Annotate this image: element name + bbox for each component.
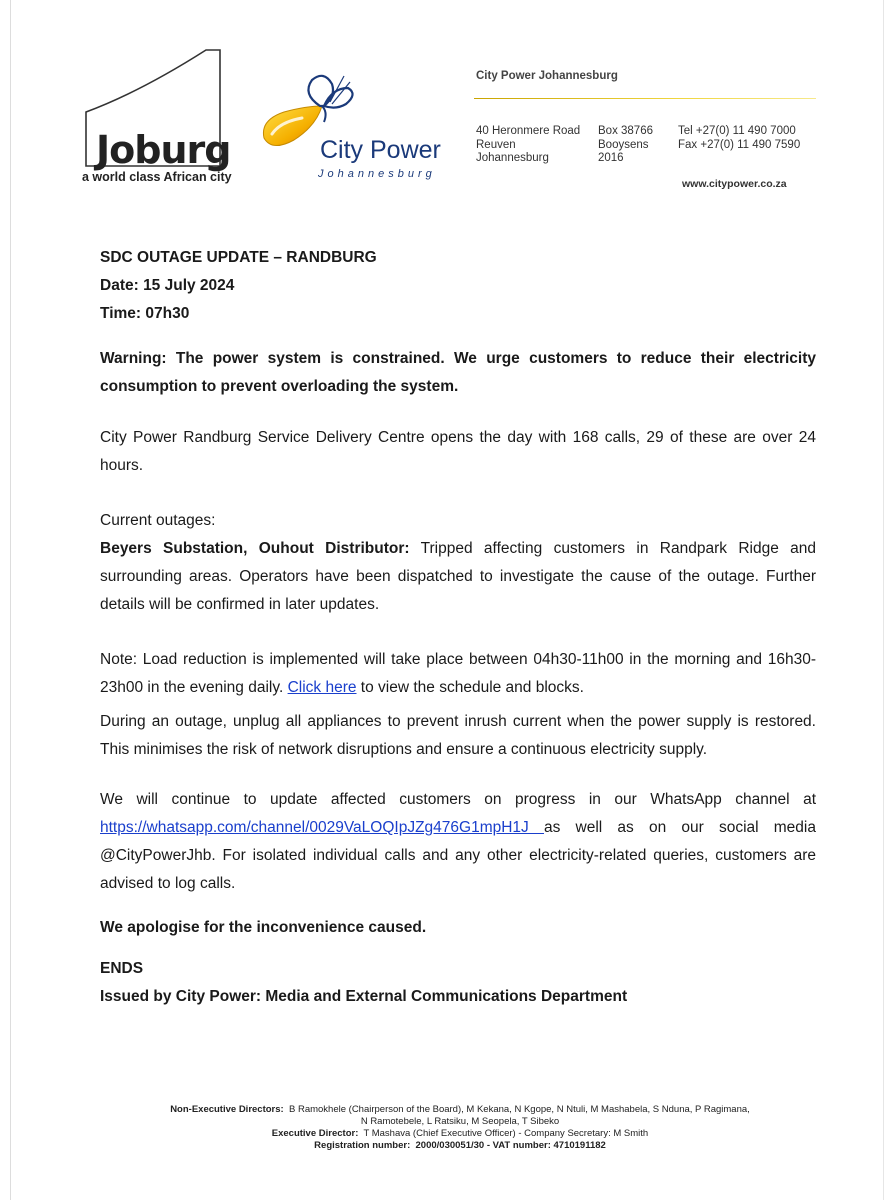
website-link[interactable]: www.citypower.co.za bbox=[682, 178, 787, 190]
header-rule bbox=[474, 98, 816, 99]
postal-line: Box 38766 bbox=[598, 125, 653, 137]
page-edge-left bbox=[10, 0, 11, 1200]
warning-paragraph: Warning: The power system is constrained. We urge customers to reduce their electricity consumption to prevent overloading the system. bbox=[100, 350, 816, 395]
footer-line bbox=[100, 1128, 820, 1140]
document-title: SDC OUTAGE UPDATE – RANDBURG bbox=[100, 249, 377, 266]
whatsapp-text-end: as well as on our social media @CityPowerJhb. For isolated individual calls and any other electricity-related queries, customers are advised to log calls. bbox=[100, 819, 816, 892]
reg-label: Registration number: bbox=[314, 1140, 411, 1151]
ends-text: ENDS bbox=[100, 960, 144, 977]
outage-paragraph bbox=[100, 535, 816, 619]
vat-value: 4710191182 bbox=[553, 1140, 606, 1151]
ned-label: Non-Executive Directors: bbox=[170, 1104, 284, 1115]
outage-location: Beyers Substation, Ouhout Distributor: bbox=[100, 540, 410, 557]
footer-line bbox=[100, 1140, 820, 1152]
footer-directors bbox=[100, 1104, 820, 1152]
exec-value: T Mashava (Chief Executive Officer) - Company Secretary: M Smith bbox=[363, 1128, 649, 1139]
citypower-wordmark: City Power bbox=[320, 136, 441, 164]
postal-address bbox=[598, 125, 653, 166]
note-text: Note: Load reduction is implemented will take place between 04h30-11h00 in the morning and 16h30-23h00 in the evening daily. bbox=[100, 651, 816, 696]
ned-line2: N Ramotebele, L Ratsiku, M Seopela, T Sibeko bbox=[360, 1116, 560, 1127]
street-address bbox=[476, 125, 580, 166]
address-line: Reuven bbox=[476, 138, 516, 151]
document-time: Time: 07h30 bbox=[100, 305, 190, 322]
telephone: Tel +27(0) 11 490 7000 bbox=[678, 125, 796, 137]
apology-text: We apologise for the inconvenience caused. bbox=[100, 919, 427, 936]
joburg-tagline: a world class African city bbox=[82, 170, 232, 184]
whatsapp-paragraph bbox=[100, 786, 816, 898]
joburg-logo bbox=[80, 44, 230, 192]
org-name: City Power Johannesburg bbox=[476, 70, 618, 82]
address-line: 40 Heronmere Road bbox=[476, 125, 581, 137]
ned-line1: B Ramokhele (Chairperson of the Board), M Kekana, N Kgope, N Ntuli, M Mashabela, S Nduna, P Ragimana, bbox=[288, 1104, 750, 1115]
outages-heading: Current outages: bbox=[100, 512, 216, 529]
document-date: Date: 15 July 2024 bbox=[100, 277, 235, 294]
postal-line: 2016 bbox=[598, 152, 624, 164]
outage-details: Tripped affecting customers in Randpark Ridge and surrounding areas. Operators have been dispatched to investigate the cause of the outage. Further details will be confirmed in later updates. bbox=[100, 540, 817, 613]
citypower-logo bbox=[258, 66, 458, 186]
schedule-link[interactable]: Click here bbox=[287, 679, 357, 696]
whatsapp-channel-link[interactable]: https://whatsapp.com/channel/0029VaLOQIpJZg476G1mpH1J bbox=[100, 819, 544, 836]
address-line: Johannesburg bbox=[476, 152, 549, 164]
whatsapp-text: We will continue to update affected customers on progress in our WhatsApp channel at bbox=[100, 791, 816, 808]
footer-line bbox=[100, 1104, 820, 1116]
note-text-end: to view the schedule and blocks. bbox=[356, 679, 584, 696]
citypower-subtitle: Johannesburg bbox=[318, 168, 436, 180]
note-paragraph bbox=[100, 646, 816, 702]
fax: Fax +27(0) 11 490 7590 bbox=[678, 138, 801, 151]
document-heading bbox=[100, 244, 816, 328]
issued-by-text: Issued by City Power: Media and External Communications Department bbox=[100, 988, 628, 1005]
exec-label: Executive Director: bbox=[271, 1128, 359, 1139]
calls-paragraph: City Power Randburg Service Delivery Centre opens the day with 168 calls, 29 of these are over 24 hours. bbox=[100, 429, 816, 474]
postal-line: Booysens bbox=[598, 138, 649, 151]
contact-numbers bbox=[678, 125, 800, 152]
page-edge-right bbox=[883, 0, 884, 1200]
unplug-paragraph: During an outage, unplug all appliances to prevent inrush current when the power supply is restored. This minimises the risk of network disruptions and ensure a continuous electricity supply. bbox=[100, 713, 816, 758]
reg-value: 2000/030051/30 - VAT number: bbox=[415, 1140, 551, 1151]
joburg-wordmark: Joburg bbox=[96, 128, 231, 172]
